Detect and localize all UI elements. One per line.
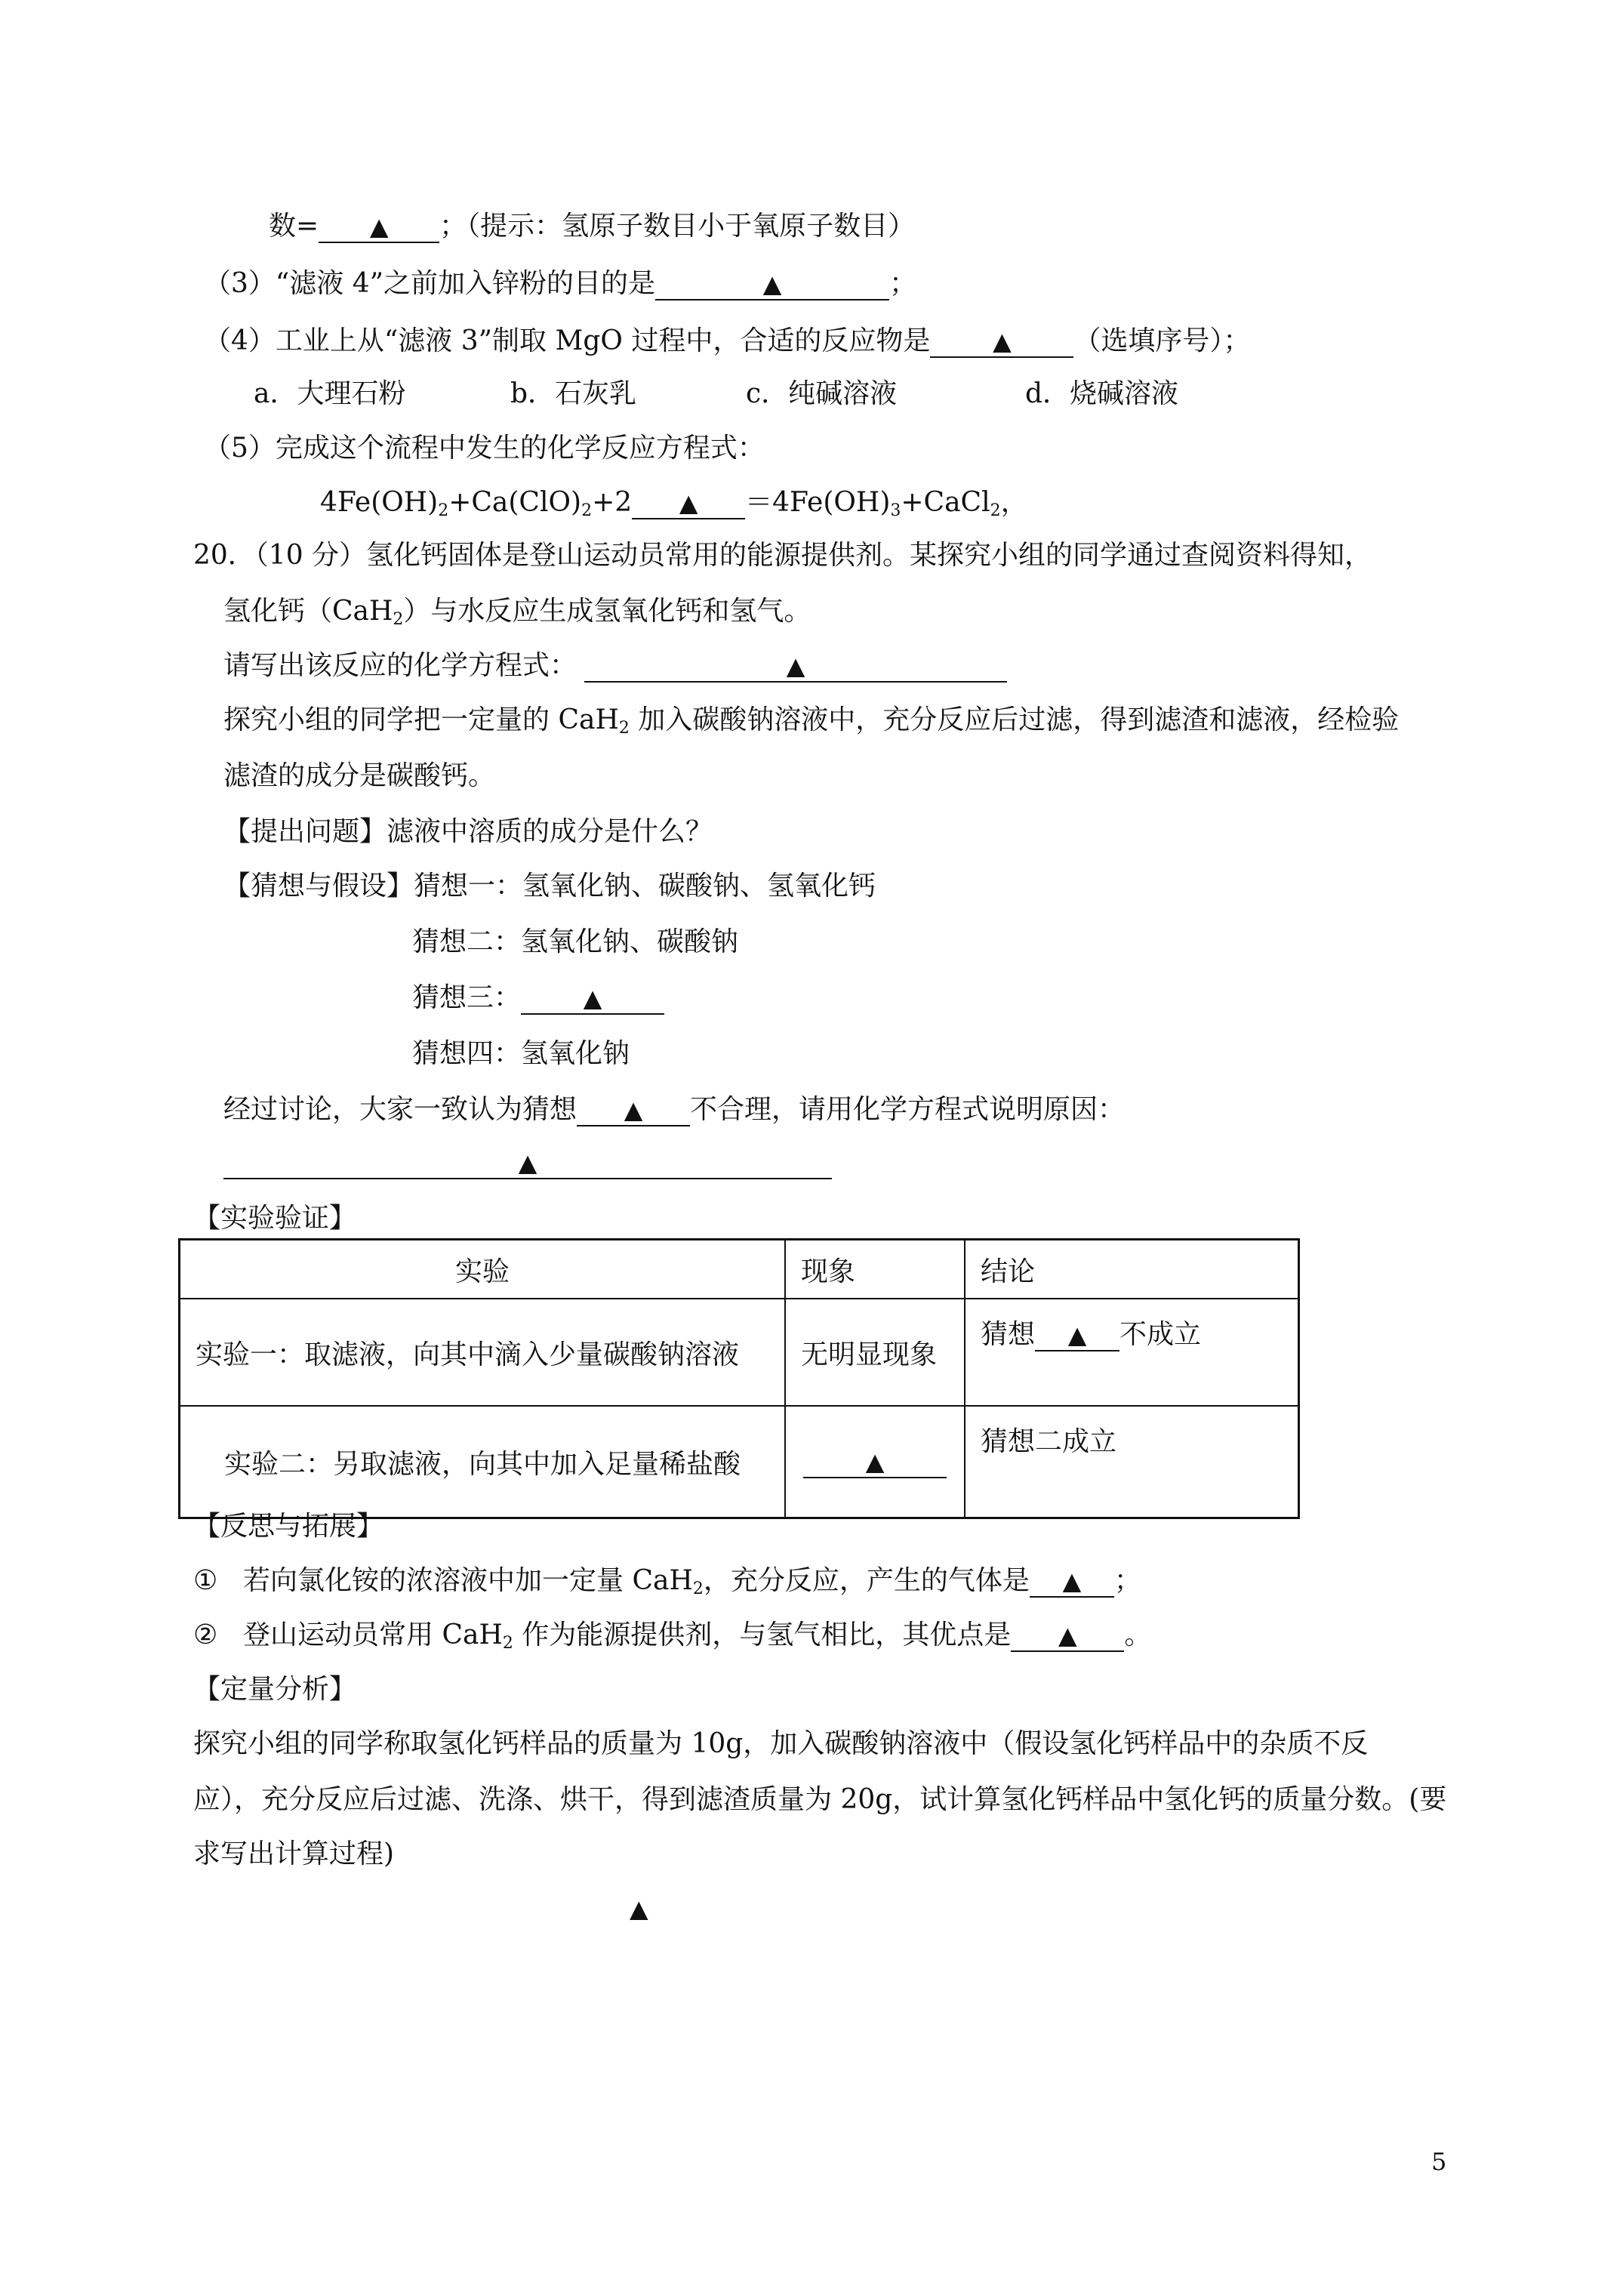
q20-intro-line-4 [223,702,1399,747]
subscript: 3 [890,501,901,520]
q20-intro-line-5: 滤渣的成分是碳酸钙。 [223,760,496,791]
cell-phenomenon [785,1406,965,1518]
text: ，充分反应，产生的气体是 [703,1565,1030,1596]
subscript: 2 [438,501,449,520]
text: +Ca(ClO) [448,487,582,518]
triangle-mark: ▲ [1067,1321,1087,1349]
section-quant: 【定量分析】 [193,1674,357,1705]
answer-blank[interactable] [930,326,1073,358]
section-verify: 【实验验证】 [193,1203,357,1234]
answer-blank[interactable] [584,651,1007,683]
answer-blank[interactable] [1011,1620,1124,1652]
text: 登山运动员常用 CaH [243,1620,503,1650]
cell-conclusion: 猜想二成立 [965,1406,1299,1518]
reflect-item-1 [193,1563,1141,1607]
q20-hypothesis-3 [412,980,664,1016]
page-number: 5 [1431,2147,1447,2176]
q20-discussion [223,1092,1125,1128]
subscript: 2 [990,501,1001,520]
text: 4Fe(OH) [320,487,439,518]
q19-equation [320,485,1028,529]
answer-blank[interactable] [632,488,745,519]
text: +CaCl [901,487,990,518]
answer-blank[interactable] [319,211,439,243]
text: 数= [269,211,319,242]
triangle-mark: ▲ [624,1096,643,1124]
text: （选填序号）； [1073,325,1251,356]
text: ； [1113,1565,1141,1596]
triangle-mark: ▲ [679,488,698,517]
quant-line-3: 求写出计算过程) [193,1838,395,1869]
header-phenomenon: 现象 [785,1240,965,1299]
text: （4）工业上从“滤液 3”制取 MgO 过程中，合适的反应物是 [204,325,931,356]
triangle-mark: ▲ [786,652,805,680]
triangle-mark: ▲ [1058,1621,1077,1650]
text: 经过讨论，大家一致认为猜想 [223,1094,577,1125]
text: 猜想三： [412,982,522,1013]
text: ； [889,268,917,299]
triangle-mark: ▲ [583,984,602,1012]
answer-blank[interactable] [655,269,889,300]
text: 。 [1124,1620,1152,1650]
text: 加入碳酸钠溶液中，充分反应后过滤，得到滤渣和滤液，经检验 [629,704,1400,735]
text: 请写出该反应的化学方程式： [223,650,577,681]
header-conclusion: 结论 [965,1240,1299,1299]
triangle-mark: ▲ [1062,1567,1082,1595]
triangle-mark: ▲ [993,327,1012,356]
q20-intro-line-1: 20．（10 分）氢化钙固体是登山运动员常用的能源提供剂。某探究小组的同学通过查阅资料得知， [193,540,1372,571]
section-reflect: 【反思与拓展】 [193,1511,384,1542]
item-number: ② [193,1620,218,1650]
subscript: 2 [692,1579,704,1598]
text: 作为能源提供剂，与氢气相比，其优点是 [513,1620,1012,1650]
q19-options [254,376,1178,412]
q20-hypothesis-1 [223,868,876,905]
subscript: 2 [393,610,404,629]
section-label: 【猜想与假设】 [223,871,414,901]
text: 氢化钙（CaH [223,596,393,627]
text: 不成立 [1119,1319,1202,1350]
q19-part-5: （5）完成这个流程中发生的化学反应方程式： [204,433,765,464]
reflect-item-2 [193,1617,1151,1662]
q20-write-equation [223,648,1007,684]
q19-part-4 [204,323,1250,359]
triangle-mark: ▲ [762,270,782,298]
quant-line-2: 应），充分反应后过滤、洗涤、烘干，得到滤渣质量为 20g，试计算氢化钙样品中氢化钙的质量分数。(要 [193,1784,1447,1815]
q19-part-3 [204,266,916,302]
option-a: a．大理石粉 [254,378,406,409]
cell-experiment: 实验二：另取滤液，向其中加入足量稀盐酸 [180,1406,786,1518]
header-experiment: 实验 [180,1240,786,1299]
option-d: d．烧碱溶液 [1025,378,1179,409]
q20-question: 【提出问题】滤液中溶质的成分是什么？ [223,816,713,847]
cell-experiment: 实验一：取滤液，向其中滴入少量碳酸钠溶液 [180,1299,786,1406]
subscript: 2 [618,719,630,738]
option-c: c．纯碱溶液 [746,378,898,409]
cell-phenomenon: 无明显现象 [785,1299,965,1406]
text: ）与水反应生成氢氧化钙和氢气。 [403,596,812,627]
text: 猜想 [981,1319,1036,1350]
option-b: b．石灰乳 [510,378,637,409]
answer-blank[interactable] [1035,1320,1119,1351]
item-number: ① [193,1565,218,1596]
q20-discussion-answer [223,1145,832,1181]
table-header-row [180,1240,1299,1299]
triangle-mark: ▲ [369,212,389,241]
text: 探究小组的同学把一定量的 CaH [223,704,619,735]
answer-blank[interactable] [577,1095,690,1126]
triangle-mark: ▲ [630,1894,648,1923]
text: ， [1000,487,1028,518]
text: +2 [592,487,633,518]
text: ；（提示：氢原子数目小于氧原子数目） [439,211,916,242]
q20-intro-line-2 [223,593,811,638]
triangle-mark: ▲ [865,1447,885,1476]
quant-line-1: 探究小组的同学称取氢化钙样品的质量为 10g，加入碳酸钠溶液中（假设氢化钙样品中的杂质不反 [193,1728,1369,1759]
q20-hypothesis-2: 猜想二：氢氧化钠、碳酸钠 [412,926,739,957]
subscript: 2 [502,1634,513,1653]
q19-line-count [269,208,915,245]
text: 若向氯化铵的浓溶液中加一定量 CaH [243,1565,693,1596]
text: （3）“滤液 4”之前加入锌粉的目的是 [204,268,656,299]
text: 不合理，请用化学方程式说明原因： [690,1094,1126,1125]
text: 猜想一：氢氧化钠、碳酸钠、氢氧化钙 [414,871,876,901]
answer-blank[interactable] [1030,1566,1114,1598]
table-row [180,1406,1299,1518]
answer-blank[interactable] [223,1148,832,1179]
q20-hypothesis-4: 猜想四：氢氧化钠 [412,1038,630,1069]
answer-blank[interactable] [803,1447,947,1478]
cell-conclusion [965,1299,1299,1406]
subscript: 2 [581,501,593,520]
answer-blank[interactable] [521,983,664,1015]
text: ＝4Fe(OH) [745,487,891,518]
table-row [180,1299,1299,1406]
experiment-table [178,1238,1300,1519]
triangle-mark: ▲ [518,1148,537,1177]
